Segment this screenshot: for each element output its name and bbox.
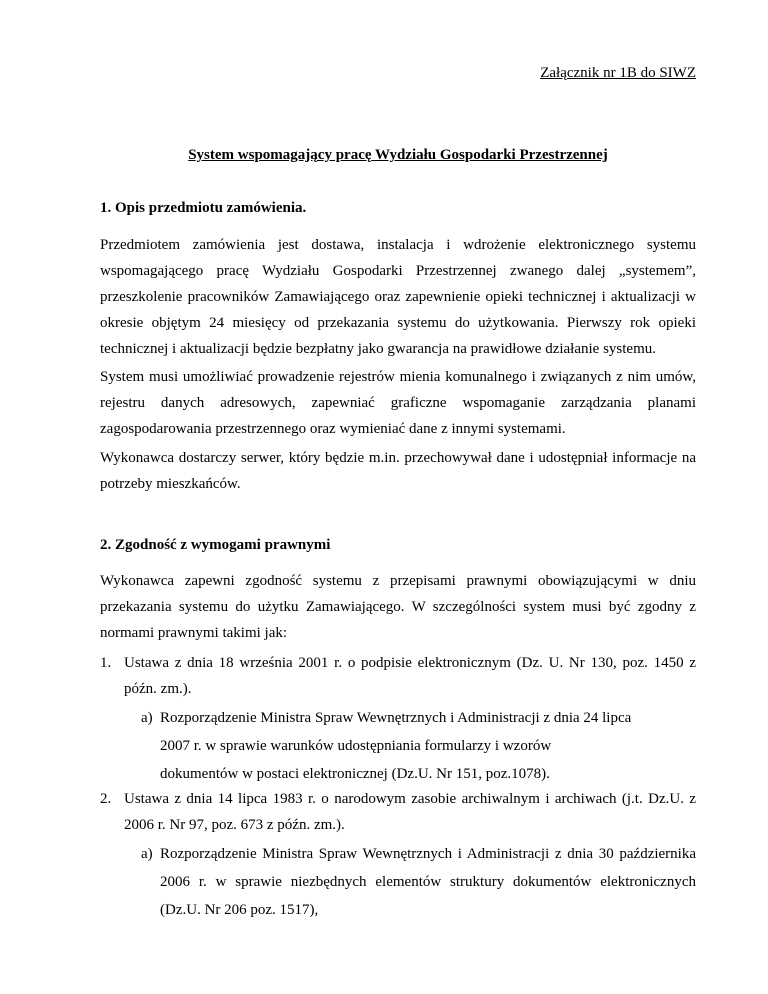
sub-list-line: Rozporządzenie Ministra Spraw Wewnętrznych i Administracji z dnia 24 lipca xyxy=(160,710,632,726)
annex-label: Załącznik nr 1B do SIWZ xyxy=(540,65,696,81)
section-2-intro: Wykonawca zapewni zgodność systemu z przepisami prawnymi obowiązującymi w dniu przekazania systemu do użytku Zamawiającego. W szczególności system musi być zgodny z normami prawnymi takimi jak: xyxy=(100,573,696,641)
section-1-paragraph-2: System musi umożliwiać prowadzenie rejestrów mienia komunalnego i związanych z nim umów, rejestru danych adresowych, zapewniać graficzne wspomaganie zarządzania planami zagospodarowania przestrzennego oraz wymieniać dane z innymi systemami. xyxy=(100,369,696,437)
list-number: 1. xyxy=(100,655,112,671)
sub-list-letter: a) xyxy=(141,710,153,726)
list-item-text: Ustawa z dnia 14 lipca 1983 r. o narodowym zasobie archiwalnym i archiwach (j.t. Dz.U. z 2006 r. Nr 97, poz. 673 z późn. zm.). xyxy=(124,791,696,833)
list-item-text: Ustawa z dnia 18 września 2001 r. o podpisie elektronicznym (Dz. U. Nr 130, poz. 1450 z późn. zm.). xyxy=(124,655,696,697)
sub-list-letter: a) xyxy=(141,846,153,862)
sub-list-item-text xyxy=(160,704,661,788)
section-1-heading: 1. Opis przedmiotu zamówienia. xyxy=(100,200,307,216)
document-title: System wspomagający pracę Wydziału Gospodarki Przestrzennej xyxy=(188,147,608,163)
sub-list-item-text: Rozporządzenie Ministra Spraw Wewnętrznych i Administracji z dnia 30 października 2006 r. w sprawie niezbędnych elementów struktury dokumentów elektronicznych (Dz.U. Nr 206 poz. 1517), xyxy=(160,846,696,918)
sub-list-line: 2007 r. w sprawie warunków udostępniania formularzy i wzorów xyxy=(160,738,552,754)
section-1-paragraph-3: Wykonawca dostarczy serwer, który będzie m.in. przechowywał dane i udostępniał informacje na potrzeby mieszkańców. xyxy=(100,450,696,492)
list-number: 2. xyxy=(100,791,112,807)
list-item xyxy=(100,786,696,838)
section-2-heading: 2. Zgodność z wymogami prawnymi xyxy=(100,537,331,553)
sub-list-item xyxy=(141,704,661,788)
section-1-paragraph-1: Przedmiotem zamówienia jest dostawa, instalacja i wdrożenie elektronicznego systemu wspomagającego pracę Wydziału Gospodarki Przestrzennej zwanego dalej „systemem”, przeszkolenie pracowników Zamawiającego oraz zapewnienie opieki technicznej i aktualizacji w okresie objętym 24 miesięcy od przekazania systemu do użytkowania. Pierwszy rok opieki technicznej i aktualizacji będzie bezpłatny jako gwarancja na prawidłowe działanie systemu. xyxy=(100,237,696,357)
list-item xyxy=(100,650,696,702)
sub-list-line: dokumentów w postaci elektronicznej (Dz.U. Nr 151, poz.1078). xyxy=(160,766,550,782)
sub-list-item xyxy=(141,840,696,924)
